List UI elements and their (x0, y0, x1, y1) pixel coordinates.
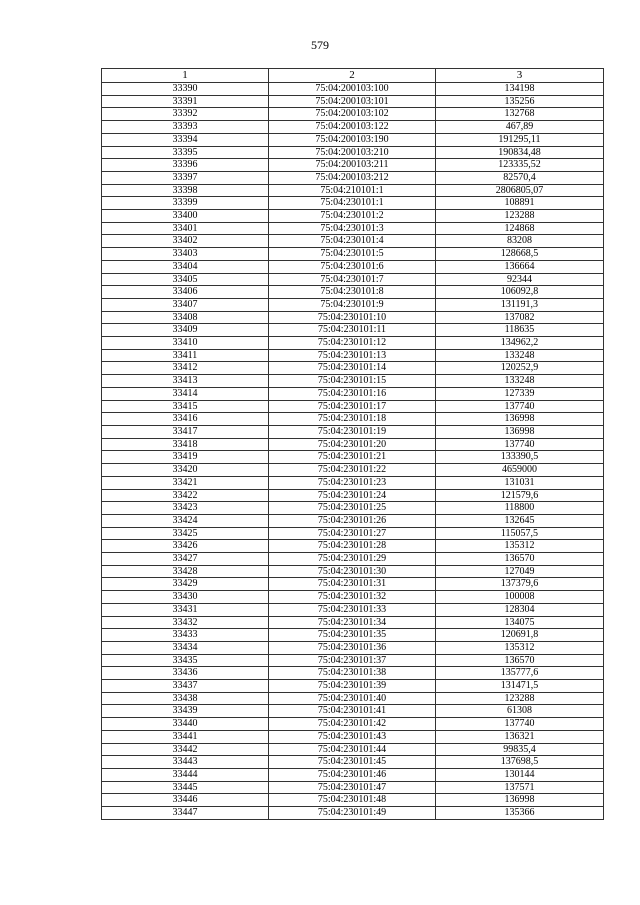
table-row (102, 730, 604, 743)
value-cell: 118800 (436, 502, 604, 515)
cadastral-number-cell: 75:04:230101:20 (269, 438, 436, 451)
cadastral-number-cell: 75:04:230101:15 (269, 375, 436, 388)
value-cell: 123288 (436, 692, 604, 705)
row-number-cell: 33436 (102, 667, 269, 680)
cadastral-number-cell: 75:04:230101:45 (269, 756, 436, 769)
value-cell: 135366 (436, 807, 604, 820)
table-row (102, 578, 604, 591)
value-cell: 134198 (436, 83, 604, 96)
row-number-cell: 33431 (102, 603, 269, 616)
cadastral-number-cell: 75:04:230101:3 (269, 222, 436, 235)
value-cell: 137571 (436, 781, 604, 794)
cadastral-number-cell: 75:04:230101:33 (269, 603, 436, 616)
value-cell: 82570,4 (436, 171, 604, 184)
table-row (102, 133, 604, 146)
cadastral-number-cell: 75:04:230101:1 (269, 197, 436, 210)
page-number: 579 (311, 38, 329, 52)
row-number-cell: 33417 (102, 425, 269, 438)
row-number-cell: 33437 (102, 680, 269, 693)
cadastral-number-cell: 75:04:200103:100 (269, 83, 436, 96)
row-number-cell: 33406 (102, 286, 269, 299)
value-cell: 191295,11 (436, 133, 604, 146)
value-cell: 133248 (436, 375, 604, 388)
table-row (102, 375, 604, 388)
table-row (102, 489, 604, 502)
row-number-cell: 33405 (102, 273, 269, 286)
table-row (102, 425, 604, 438)
cadastral-number-cell: 75:04:230101:18 (269, 413, 436, 426)
value-cell: 136998 (436, 413, 604, 426)
row-number-cell: 33391 (102, 95, 269, 108)
row-number-cell: 33412 (102, 362, 269, 375)
value-cell: 108891 (436, 197, 604, 210)
cadastral-number-cell: 75:04:230101:25 (269, 502, 436, 515)
table-row (102, 108, 604, 121)
column-header-1: 1 (102, 69, 269, 83)
table-row (102, 629, 604, 642)
row-number-cell: 33397 (102, 171, 269, 184)
table-row (102, 260, 604, 273)
table-row (102, 692, 604, 705)
row-number-cell: 33424 (102, 514, 269, 527)
row-number-cell: 33426 (102, 540, 269, 553)
value-cell: 135256 (436, 95, 604, 108)
table-row (102, 476, 604, 489)
cadastral-number-cell: 75:04:230101:46 (269, 768, 436, 781)
table-row (102, 298, 604, 311)
row-number-cell: 33396 (102, 159, 269, 172)
value-cell: 128304 (436, 603, 604, 616)
table-row (102, 413, 604, 426)
value-cell: 124868 (436, 222, 604, 235)
cadastral-number-cell: 75:04:230101:8 (269, 286, 436, 299)
cadastral-number-cell: 75:04:230101:48 (269, 794, 436, 807)
value-cell: 4659000 (436, 464, 604, 477)
value-cell: 467,89 (436, 121, 604, 134)
table-row (102, 222, 604, 235)
table-row (102, 210, 604, 223)
cadastral-number-cell: 75:04:200103:102 (269, 108, 436, 121)
value-cell: 136570 (436, 553, 604, 566)
value-cell: 99835,4 (436, 743, 604, 756)
table-row (102, 438, 604, 451)
cadastral-number-cell: 75:04:230101:5 (269, 248, 436, 261)
cadastral-number-cell: 75:04:230101:34 (269, 616, 436, 629)
row-number-cell: 33429 (102, 578, 269, 591)
cadastral-number-cell: 75:04:230101:4 (269, 235, 436, 248)
table-row (102, 286, 604, 299)
table-row (102, 540, 604, 553)
table-row (102, 362, 604, 375)
cadastral-number-cell: 75:04:230101:44 (269, 743, 436, 756)
row-number-cell: 33409 (102, 324, 269, 337)
table-row (102, 146, 604, 159)
row-number-cell: 33404 (102, 260, 269, 273)
value-cell: 121579,6 (436, 489, 604, 502)
table-row (102, 756, 604, 769)
cadastral-number-cell: 75:04:200103:101 (269, 95, 436, 108)
row-number-cell: 33432 (102, 616, 269, 629)
table-row (102, 718, 604, 731)
cadastral-number-cell: 75:04:230101:43 (269, 730, 436, 743)
value-cell: 127049 (436, 565, 604, 578)
table-row (102, 565, 604, 578)
row-number-cell: 33394 (102, 133, 269, 146)
cadastral-number-cell: 75:04:230101:19 (269, 425, 436, 438)
value-cell: 2806805,07 (436, 184, 604, 197)
row-number-cell: 33398 (102, 184, 269, 197)
value-cell: 61308 (436, 705, 604, 718)
row-number-cell: 33423 (102, 502, 269, 515)
value-cell: 132645 (436, 514, 604, 527)
row-number-cell: 33415 (102, 400, 269, 413)
cadastral-number-cell: 75:04:230101:17 (269, 400, 436, 413)
cadastral-number-cell: 75:04:230101:14 (269, 362, 436, 375)
table-row (102, 781, 604, 794)
cadastral-number-cell: 75:04:230101:42 (269, 718, 436, 731)
value-cell: 118635 (436, 324, 604, 337)
row-number-cell: 33400 (102, 210, 269, 223)
value-cell: 128668,5 (436, 248, 604, 261)
table-row (102, 641, 604, 654)
row-number-cell: 33439 (102, 705, 269, 718)
value-cell: 123335,52 (436, 159, 604, 172)
table-row (102, 743, 604, 756)
row-number-cell: 33407 (102, 298, 269, 311)
value-cell: 136664 (436, 260, 604, 273)
row-number-cell: 33438 (102, 692, 269, 705)
table-row (102, 400, 604, 413)
cadastral-number-cell: 75:04:230101:30 (269, 565, 436, 578)
cadastral-number-cell: 75:04:230101:10 (269, 311, 436, 324)
value-cell: 137082 (436, 311, 604, 324)
cadastral-number-cell: 75:04:230101:47 (269, 781, 436, 794)
cadastral-number-cell: 75:04:200103:122 (269, 121, 436, 134)
table-row (102, 387, 604, 400)
row-number-cell: 33447 (102, 807, 269, 820)
cadastral-number-cell: 75:04:230101:39 (269, 680, 436, 693)
cadastral-number-cell: 75:04:200103:212 (269, 171, 436, 184)
row-number-cell: 33410 (102, 337, 269, 350)
table-row (102, 616, 604, 629)
row-number-cell: 33446 (102, 794, 269, 807)
table-row (102, 807, 604, 820)
value-cell: 137379,6 (436, 578, 604, 591)
cadastral-number-cell: 75:04:230101:28 (269, 540, 436, 553)
cadastral-number-cell: 75:04:230101:27 (269, 527, 436, 540)
value-cell: 190834,48 (436, 146, 604, 159)
column-header-3: 3 (436, 69, 604, 83)
table-row (102, 121, 604, 134)
row-number-cell: 33421 (102, 476, 269, 489)
table-row (102, 451, 604, 464)
table-row (102, 184, 604, 197)
value-cell: 137740 (436, 438, 604, 451)
row-number-cell: 33434 (102, 641, 269, 654)
row-number-cell: 33433 (102, 629, 269, 642)
value-cell: 131191,3 (436, 298, 604, 311)
table-row (102, 95, 604, 108)
value-cell: 106092,8 (436, 286, 604, 299)
row-number-cell: 33422 (102, 489, 269, 502)
row-number-cell: 33390 (102, 83, 269, 96)
row-number-cell: 33441 (102, 730, 269, 743)
table-row (102, 514, 604, 527)
row-number-cell: 33430 (102, 591, 269, 604)
row-number-cell: 33402 (102, 235, 269, 248)
row-number-cell: 33419 (102, 451, 269, 464)
row-number-cell: 33443 (102, 756, 269, 769)
table-header-row (102, 69, 604, 83)
row-number-cell: 33414 (102, 387, 269, 400)
value-cell: 83208 (436, 235, 604, 248)
cadastral-number-cell: 75:04:230101:11 (269, 324, 436, 337)
cadastral-number-cell: 75:04:230101:36 (269, 641, 436, 654)
row-number-cell: 33408 (102, 311, 269, 324)
cadastral-number-cell: 75:04:200103:210 (269, 146, 436, 159)
cadastral-number-cell: 75:04:230101:6 (269, 260, 436, 273)
cadastral-number-cell: 75:04:230101:40 (269, 692, 436, 705)
value-cell: 134962,2 (436, 337, 604, 350)
table-row (102, 248, 604, 261)
row-number-cell: 33427 (102, 553, 269, 566)
table-row (102, 197, 604, 210)
table-row (102, 654, 604, 667)
row-number-cell: 33445 (102, 781, 269, 794)
value-cell: 136998 (436, 794, 604, 807)
value-cell: 136321 (436, 730, 604, 743)
table-row (102, 311, 604, 324)
cadastral-number-cell: 75:04:230101:49 (269, 807, 436, 820)
cadastral-number-cell: 75:04:230101:9 (269, 298, 436, 311)
value-cell: 115057,5 (436, 527, 604, 540)
data-table (101, 68, 604, 820)
table-row (102, 667, 604, 680)
cadastral-number-cell: 75:04:230101:7 (269, 273, 436, 286)
value-cell: 127339 (436, 387, 604, 400)
value-cell: 92344 (436, 273, 604, 286)
row-number-cell: 33428 (102, 565, 269, 578)
table-row (102, 603, 604, 616)
value-cell: 131031 (436, 476, 604, 489)
cadastral-number-cell: 75:04:230101:35 (269, 629, 436, 642)
value-cell: 137740 (436, 400, 604, 413)
row-number-cell: 33399 (102, 197, 269, 210)
row-number-cell: 33392 (102, 108, 269, 121)
cadastral-number-cell: 75:04:200103:211 (269, 159, 436, 172)
table-row (102, 464, 604, 477)
cadastral-number-cell: 75:04:230101:31 (269, 578, 436, 591)
row-number-cell: 33444 (102, 768, 269, 781)
value-cell: 123288 (436, 210, 604, 223)
table-row (102, 159, 604, 172)
table-row (102, 502, 604, 515)
value-cell: 120691,8 (436, 629, 604, 642)
value-cell: 100008 (436, 591, 604, 604)
table-row (102, 794, 604, 807)
value-cell: 133390,5 (436, 451, 604, 464)
row-number-cell: 33395 (102, 146, 269, 159)
cadastral-number-cell: 75:04:230101:29 (269, 553, 436, 566)
table-row (102, 680, 604, 693)
cadastral-number-cell: 75:04:210101:1 (269, 184, 436, 197)
table-row (102, 768, 604, 781)
cadastral-number-cell: 75:04:230101:23 (269, 476, 436, 489)
value-cell: 136998 (436, 425, 604, 438)
row-number-cell: 33416 (102, 413, 269, 426)
cadastral-number-cell: 75:04:230101:22 (269, 464, 436, 477)
value-cell: 132768 (436, 108, 604, 121)
row-number-cell: 33418 (102, 438, 269, 451)
value-cell: 135312 (436, 641, 604, 654)
value-cell: 130144 (436, 768, 604, 781)
table-row (102, 324, 604, 337)
value-cell: 120252,9 (436, 362, 604, 375)
column-header-2: 2 (269, 69, 436, 83)
cadastral-number-cell: 75:04:230101:37 (269, 654, 436, 667)
table-row (102, 235, 604, 248)
table-body (102, 83, 604, 820)
table-row (102, 337, 604, 350)
cadastral-number-cell: 75:04:230101:24 (269, 489, 436, 502)
table-row (102, 349, 604, 362)
cadastral-number-cell: 75:04:230101:16 (269, 387, 436, 400)
value-cell: 137740 (436, 718, 604, 731)
row-number-cell: 33393 (102, 121, 269, 134)
table-row (102, 705, 604, 718)
row-number-cell: 33401 (102, 222, 269, 235)
table-row (102, 591, 604, 604)
cadastral-number-cell: 75:04:230101:26 (269, 514, 436, 527)
cadastral-number-cell: 75:04:230101:2 (269, 210, 436, 223)
table-row (102, 83, 604, 96)
row-number-cell: 33440 (102, 718, 269, 731)
row-number-cell: 33442 (102, 743, 269, 756)
value-cell: 136570 (436, 654, 604, 667)
value-cell: 135312 (436, 540, 604, 553)
row-number-cell: 33420 (102, 464, 269, 477)
value-cell: 137698,5 (436, 756, 604, 769)
cadastral-number-cell: 75:04:230101:12 (269, 337, 436, 350)
cadastral-number-cell: 75:04:230101:13 (269, 349, 436, 362)
row-number-cell: 33413 (102, 375, 269, 388)
value-cell: 135777,6 (436, 667, 604, 680)
table-row (102, 527, 604, 540)
row-number-cell: 33411 (102, 349, 269, 362)
table-row (102, 553, 604, 566)
cadastral-number-cell: 75:04:230101:41 (269, 705, 436, 718)
value-cell: 133248 (436, 349, 604, 362)
value-cell: 134075 (436, 616, 604, 629)
table-row (102, 273, 604, 286)
table-row (102, 171, 604, 184)
value-cell: 131471,5 (436, 680, 604, 693)
row-number-cell: 33425 (102, 527, 269, 540)
cadastral-number-cell: 75:04:200103:190 (269, 133, 436, 146)
cadastral-number-cell: 75:04:230101:32 (269, 591, 436, 604)
cadastral-number-cell: 75:04:230101:21 (269, 451, 436, 464)
row-number-cell: 33435 (102, 654, 269, 667)
row-number-cell: 33403 (102, 248, 269, 261)
cadastral-number-cell: 75:04:230101:38 (269, 667, 436, 680)
